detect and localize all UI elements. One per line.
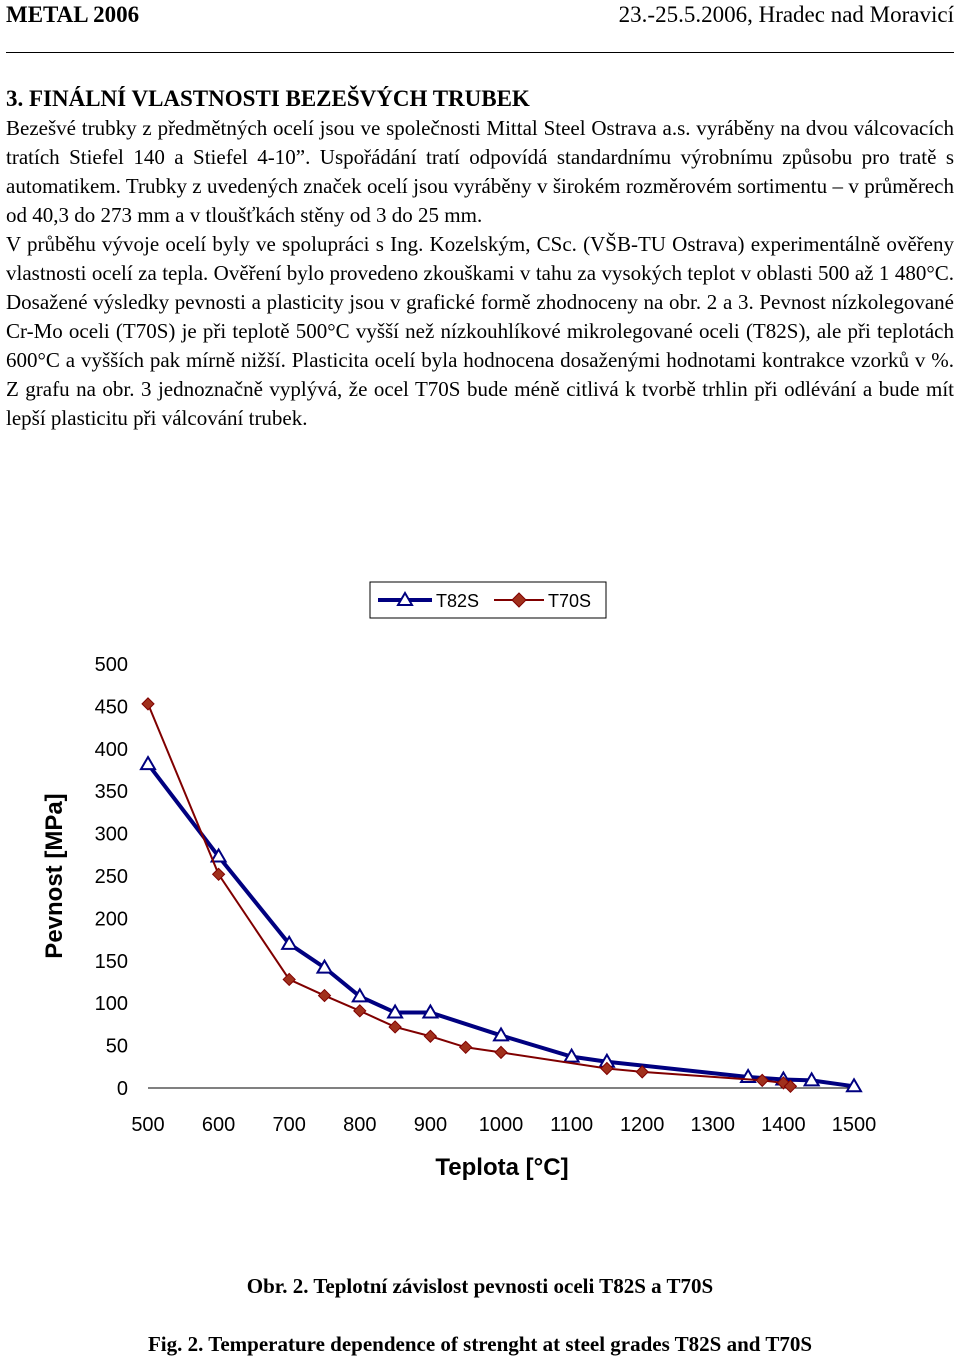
y-tick-label: 400 [94,738,128,761]
data-point-t70s [495,1046,507,1058]
data-point-t70s [460,1041,472,1053]
x-tick-label: 900 [413,1114,448,1136]
data-point-t70s [142,698,154,710]
x-tick-label: 500 [131,1114,165,1136]
x-tick-label: 700 [272,1114,306,1136]
strength-temperature-chart [0,570,960,1181]
y-tick-label: 300 [94,823,128,846]
series-t70s [142,698,796,1092]
x-tick-label: 1500 [831,1114,877,1136]
x-tick-label: 1300 [690,1114,736,1136]
conference-date-place: 23.-25.5.2006, Hradec nad Moravicí [618,2,954,27]
y-tick-label: 100 [94,993,128,1016]
series-line-t70s [148,704,790,1086]
y-tick-label: 450 [94,696,128,719]
y-tick-label: 0 [116,1078,128,1100]
x-tick-labels [131,1114,876,1136]
series-t82s [141,757,861,1091]
y-tick-label: 500 [94,654,128,676]
legend-label-t82s: T82S [436,591,480,611]
legend-label-t70s: T70S [548,591,592,611]
conference-name: METAL 2006 [6,2,140,27]
data-point-t70s [319,990,331,1002]
y-axis-label: Pevnost [MPa] [41,793,68,959]
data-point-t70s [424,1030,436,1042]
body-text [6,114,954,433]
x-tick-label: 1000 [478,1114,524,1136]
x-tick-label: 600 [201,1114,236,1136]
y-tick-label: 350 [94,781,128,804]
x-tick-label: 1400 [761,1114,806,1136]
legend [370,582,606,618]
y-tick-label: 50 [105,1035,128,1058]
figure-caption-english: Fig. 2. Temperature dependence of strenght at steel grades T82S and T70S [147,1332,813,1356]
data-point-t70s [213,868,225,880]
data-point-t70s [389,1021,401,1033]
y-tick-label: 250 [94,866,128,888]
x-tick-label: 1100 [550,1114,594,1136]
data-point-t82s [141,757,155,769]
y-tick-label: 200 [94,908,128,931]
x-tick-label: 1200 [619,1114,665,1136]
y-tick-labels [95,654,128,1100]
x-tick-label: 800 [343,1114,377,1136]
data-series [141,698,861,1092]
page-header [6,0,954,53]
paragraph: V průběhu vývoje ocelí byly ve spolupráci s Ing. Kozelským, CSc. (VŠB-TU Ostrava) experimentálně ověřeny vlastnosti ocelí za tepla. Ověření bylo provedeno zkouškami v tahu za vysokých teplot v oblasti 500 až 1 480°C. Dosažené výsledky pevnosti a plasticity jsou v grafické formě zhodnoceny na obr. 2 a 3. Pevnost nízkolegované Cr-Mo oceli (T70S) je při teplotě 500°C vyšší než nízkouhlíkové mikrolegované oceli (T82S), ale při teplotách 600°C a vyšších pak mírně nižší. Plasticita ocelí byla hodnocena dosaženými hodnotami kontrakce vzorků v %. Z grafu na obr. 3 jednoznačně vyplývá, že ocel T70S bude méně citlivá k tvorbě trhlin při odlévání a bude mít lepší plasticitu při válcování trubek. [6,232,954,430]
section-heading: 3. FINÁLNÍ VLASTNOSTI BEZEŠVÝCH TRUBEK [6,86,530,111]
data-point-t70s [283,973,295,985]
x-axis-label: Teplota [°C] [435,1154,569,1181]
paragraph: Bezešvé trubky z předmětných ocelí jsou ve společnosti Mittal Steel Ostrava a.s. vyráběny na dvou válcovacích tratích Stiefel 140 a Stiefel 4-10”. Uspořádání tratí odpovídá standardnímu výrobnímu způsobu pro tratě s automatikem. Trubky z uvedených značek ocelí jsou vyráběny v širokém rozměrovém sortimentu – v průměrech od 40,3 do 273 mm a v tloušťkách stěny od 3 do 25 mm. [6,116,954,227]
y-tick-label: 150 [94,950,128,973]
figure-caption-czech: Obr. 2. Teplotní závislost pevnosti oceli T82S a T70S [246,1274,714,1298]
data-point-t70s [354,1005,366,1017]
